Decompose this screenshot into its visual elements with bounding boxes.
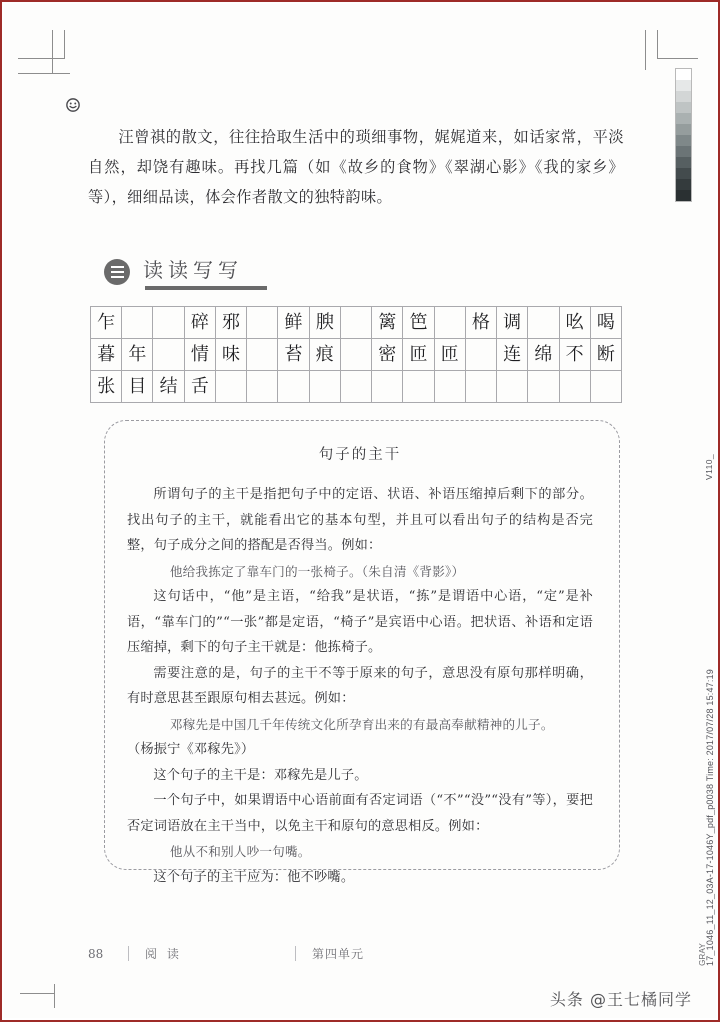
character-cell-filled: 篱 bbox=[372, 307, 403, 339]
gray-step-8 bbox=[676, 157, 691, 168]
footer-section-label: 阅 读 bbox=[145, 947, 182, 961]
scan-version-label: V110_ bbox=[704, 454, 714, 480]
footer-divider-1 bbox=[128, 946, 129, 961]
gray-step-11 bbox=[676, 190, 691, 201]
info-box-paragraph: 所谓句子的主干是指把句子中的定语、状语、补语压缩掉后剩下的部分。找出句子的主干，就能看出它的基本句型，并且可以看出句子的结构是否完整，句子成分之间的搭配是否得当。例如： bbox=[127, 487, 593, 553]
info-box-example: 他从不和别人吵一句嘴。 bbox=[169, 844, 311, 859]
character-cell-filled: 匝 bbox=[434, 339, 465, 371]
grayscale-calibration-strip bbox=[675, 68, 692, 202]
info-box-paragraph: （杨振宁《邓稼先》） bbox=[127, 742, 255, 757]
gray-step-7 bbox=[676, 146, 691, 157]
character-grid-body bbox=[91, 307, 622, 403]
character-cell-filled: 笆 bbox=[403, 307, 434, 339]
character-cell-filled: 痕 bbox=[309, 339, 340, 371]
character-cell-filled: 苔 bbox=[278, 339, 309, 371]
character-cell-filled: 断 bbox=[590, 339, 621, 371]
character-cell-empty bbox=[372, 371, 403, 403]
scanned-page-sheet bbox=[4, 4, 716, 1018]
character-cell-empty bbox=[497, 371, 528, 403]
crop-mark-bottom-left bbox=[20, 978, 68, 1008]
gray-step-1 bbox=[676, 80, 691, 91]
footer-unit-label: 第四单元 bbox=[312, 947, 365, 961]
character-cell-filled: 乍 bbox=[91, 307, 122, 339]
character-cell-empty bbox=[403, 371, 434, 403]
footer-divider-2 bbox=[295, 946, 296, 961]
character-cell-filled: 调 bbox=[497, 307, 528, 339]
character-cell-filled: 味 bbox=[215, 339, 246, 371]
info-box-title: 句子的主干 bbox=[318, 447, 402, 463]
character-cell-filled: 绵 bbox=[528, 339, 559, 371]
character-cell-empty bbox=[340, 307, 371, 339]
character-cell-empty bbox=[528, 307, 559, 339]
character-cell-empty bbox=[215, 371, 246, 403]
character-cell-empty bbox=[559, 371, 590, 403]
character-cell-empty bbox=[465, 371, 496, 403]
character-cell-filled: 密 bbox=[372, 339, 403, 371]
character-cell-filled: 张 bbox=[91, 371, 122, 403]
info-box-paragraph: 这句话中，“他”是主语，“给我”是状语，“拣”是谓语中心语，“定”是补语，“靠车门的”“一张”都是定语，“椅子”是宾语中心语。把状语、补语和定语压缩掉，剩下的句子主干就是：他拣椅子。 bbox=[127, 589, 593, 655]
character-cell-empty bbox=[465, 339, 496, 371]
intro-paragraph: 汪曾祺的散文，往往拾取生活中的琐细事物，娓娓道来，如话家常，平淡自然，却饶有趣味。再找几篇（如《故乡的食物》《翠湖心影》《我的家乡》等），细细品读，体会作者散文的独特韵味。 bbox=[88, 128, 624, 206]
gray-step-2 bbox=[676, 91, 691, 102]
character-cell-filled: 喝 bbox=[590, 307, 621, 339]
gray-step-0 bbox=[676, 69, 691, 80]
character-grid-row bbox=[91, 307, 622, 339]
character-cell-filled: 腴 bbox=[309, 307, 340, 339]
character-cell-empty bbox=[153, 339, 184, 371]
character-cell-filled: 格 bbox=[465, 307, 496, 339]
page-content bbox=[88, 122, 624, 403]
character-cell-empty bbox=[122, 307, 153, 339]
info-box-paragraph: 这个句子的主干是：邓稼先是儿子。 bbox=[153, 767, 368, 783]
character-cell-empty bbox=[278, 371, 309, 403]
crop-mark-top-right bbox=[640, 30, 698, 68]
three-bars-circle-icon bbox=[104, 259, 130, 285]
info-box-example: 他给我拣定了靠车门的一张椅子。（朱自清《背影》） bbox=[169, 563, 465, 579]
character-cell-empty bbox=[153, 307, 184, 339]
gray-step-3 bbox=[676, 102, 691, 113]
info-box-inner bbox=[105, 421, 619, 890]
watermark-text: 头条 @王七橘同学 bbox=[549, 990, 692, 1009]
character-cell-empty bbox=[340, 371, 371, 403]
section-heading bbox=[104, 254, 624, 290]
character-cell-empty bbox=[247, 307, 278, 339]
character-cell-filled: 匝 bbox=[403, 339, 434, 371]
character-cell-empty bbox=[590, 371, 621, 403]
section-heading-label: 读读写写 bbox=[143, 258, 243, 282]
gray-step-6 bbox=[676, 135, 691, 146]
gray-step-5 bbox=[676, 124, 691, 135]
character-practice-grid bbox=[90, 306, 622, 403]
info-box-paragraph: 这个句子的主干应为：他不吵嘴。 bbox=[153, 869, 355, 885]
info-box-paragraph: 一个句子中，如果谓语中心语前面有否定词语（“不”“没”“没有”等），要把否定词语放在主干当中，以免主干和原句的意思相反。例如： bbox=[127, 793, 593, 834]
gray-step-9 bbox=[676, 168, 691, 179]
section-heading-underline bbox=[145, 286, 267, 290]
smiley-face-icon bbox=[66, 98, 80, 112]
footer-page-number: 88 bbox=[88, 946, 104, 961]
character-cell-empty bbox=[434, 371, 465, 403]
character-cell-filled: 邪 bbox=[215, 307, 246, 339]
character-cell-filled: 碎 bbox=[184, 307, 215, 339]
sentence-skeleton-info-box bbox=[104, 420, 620, 885]
character-cell-filled: 吆 bbox=[559, 307, 590, 339]
scan-color-mode: GRAY bbox=[698, 943, 707, 966]
character-cell-empty bbox=[309, 371, 340, 403]
character-cell-filled: 鲜 bbox=[278, 307, 309, 339]
crop-mark-top-left bbox=[18, 30, 76, 68]
character-cell-filled: 情 bbox=[184, 339, 215, 371]
character-grid-row bbox=[91, 339, 622, 371]
character-cell-empty bbox=[247, 339, 278, 371]
character-cell-filled: 结 bbox=[153, 371, 184, 403]
info-box-paragraph: 需要注意的是，句子的主干不等于原来的句子，意思没有原句那样明确，有时意思甚至跟原句相去甚远。例如： bbox=[127, 665, 593, 706]
character-cell-filled: 不 bbox=[559, 339, 590, 371]
character-cell-filled: 年 bbox=[122, 339, 153, 371]
info-box-example: 邓稼先是中国几千年传统文化所孕育出来的有最高奉献精神的儿子。 bbox=[169, 716, 554, 732]
character-cell-filled: 舌 bbox=[184, 371, 215, 403]
info-box-body bbox=[127, 482, 593, 890]
page-footer bbox=[88, 945, 628, 962]
character-cell-empty bbox=[247, 371, 278, 403]
gray-step-10 bbox=[676, 179, 691, 190]
character-cell-filled: 连 bbox=[497, 339, 528, 371]
gray-step-4 bbox=[676, 113, 691, 124]
character-cell-empty bbox=[528, 371, 559, 403]
character-cell-empty bbox=[434, 307, 465, 339]
character-cell-filled: 目 bbox=[122, 371, 153, 403]
character-cell-filled: 暮 bbox=[91, 339, 122, 371]
character-cell-empty bbox=[340, 339, 371, 371]
section-heading-text-wrap bbox=[143, 254, 243, 290]
scan-id-timestamp: 17_1046_11_12_03A-17-1046Y_pdf_p0038 Time: 2017/07/28 15:47:19 bbox=[705, 669, 715, 966]
character-grid-row bbox=[91, 371, 622, 403]
